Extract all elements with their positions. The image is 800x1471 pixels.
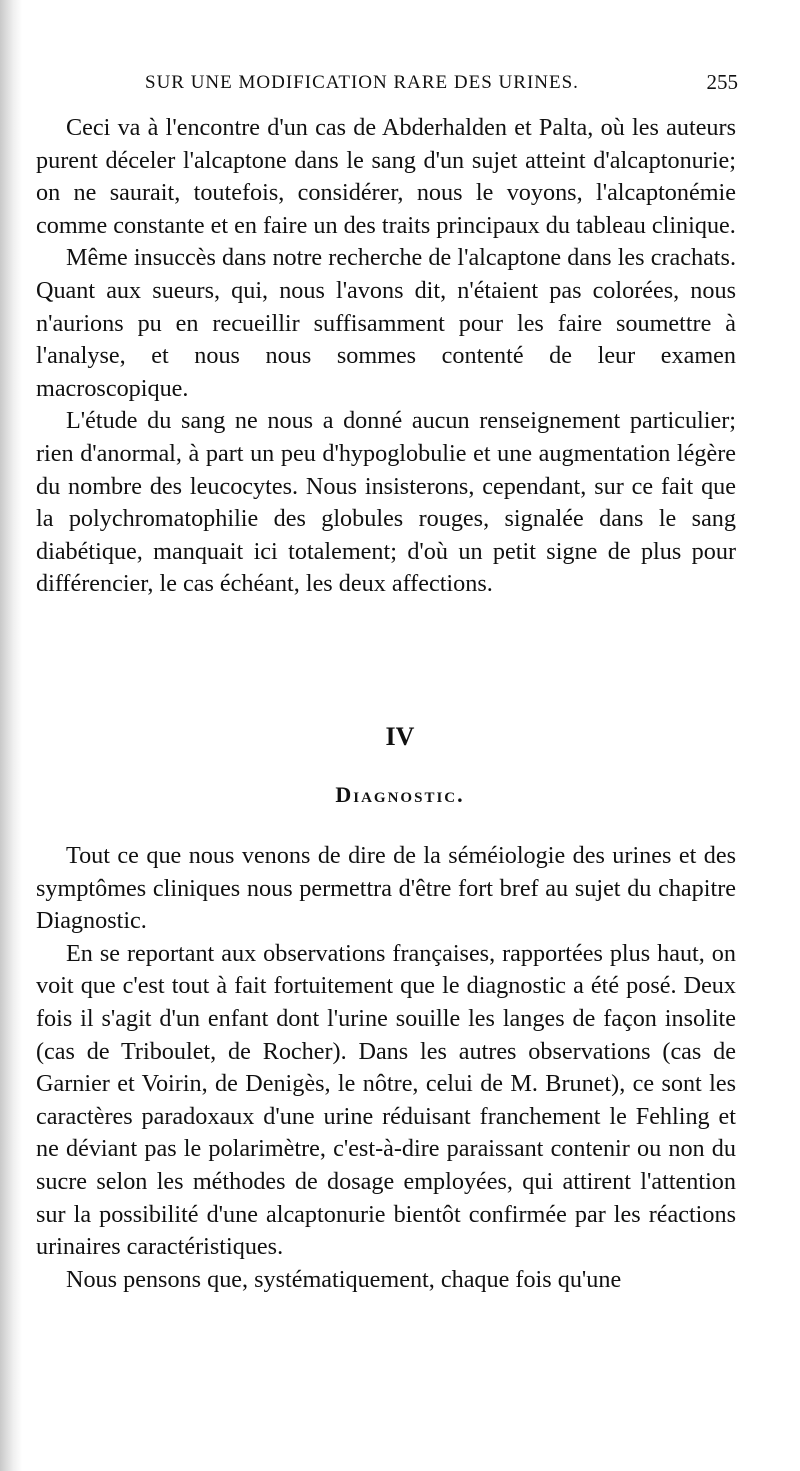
paragraph: Ceci va à l'encontre d'un cas de Abderhalden et Palta, où les auteurs purent déceler l'alcaptone dans le sang d'un sujet atteint d'alcaptonurie; on ne saurait, toutefois, considérer, nous le voyons, l'alcaptonémie comme constante et en faire un des traits principaux du tableau clinique. [36,114,736,239]
running-head: SUR UNE MODIFICATION RARE DES URINES. [145,72,579,93]
section-number: IV [385,722,415,751]
paragraph: L'étude du sang ne nous a donné aucun renseignement particulier; rien d'anormal, à part un peu d'hypoglobulie et une augmentation légère du nombre des leucocytes. Nous insisterons, cependant, sur ce fait que la polychromatophilie des globules rouges, signalée dans le sang diabétique, manquait ici totalement; d'où un petit signe de plus pour différencier, le cas échéant, les deux affections. [36,407,736,598]
paragraph: Tout ce que nous venons de dire de la séméiologie des urines et des symptômes cliniques nous permettra d'être fort bref au sujet du chapitre Diagnostic. [36,842,736,935]
paragraph: Nous pensons que, systématiquement, chaque fois qu'une [66,1265,622,1293]
section-title: Diagnostic. [335,782,465,807]
text-block-before-section [36,112,736,601]
paragraph: Même insuccès dans notre recherche de l'alcaptone dans les crachats. Quant aux sueurs, qui, nous l'avons dit, n'étaient pas colorées, nous n'aurions pu en recueillir suffisamment pour les faire soumettre à l'analyse, et nous nous sommes contenté de leur examen macroscopique. [36,244,736,402]
text-block-after-section [36,840,736,1296]
paragraph: En se reportant aux observations françaises, rapportées plus haut, on voit que c'est tout à fait fortuitement que le diagnostic a été posé. Deux fois il s'agit d'un enfant dont l'urine souille les langes de façon insolite (cas de Triboulet, de Rocher). Dans les autres observations (cas de Garnier et Voirin, de Denigès, le nôtre, celui de M. Brunet), ce sont les caractères paradoxaux d'une urine réduisant franchement le Fehling et ne déviant pas le polarimètre, c'est-à-dire paraissant contenir ou non du sucre selon les méthodes de dosage employées, qui attirent l'attention sur la possibilité d'une alcaptonurie bientôt confirmée par les réactions urinaires caractéristiques. [36,939,736,1261]
page-number: 255 [706,70,738,94]
